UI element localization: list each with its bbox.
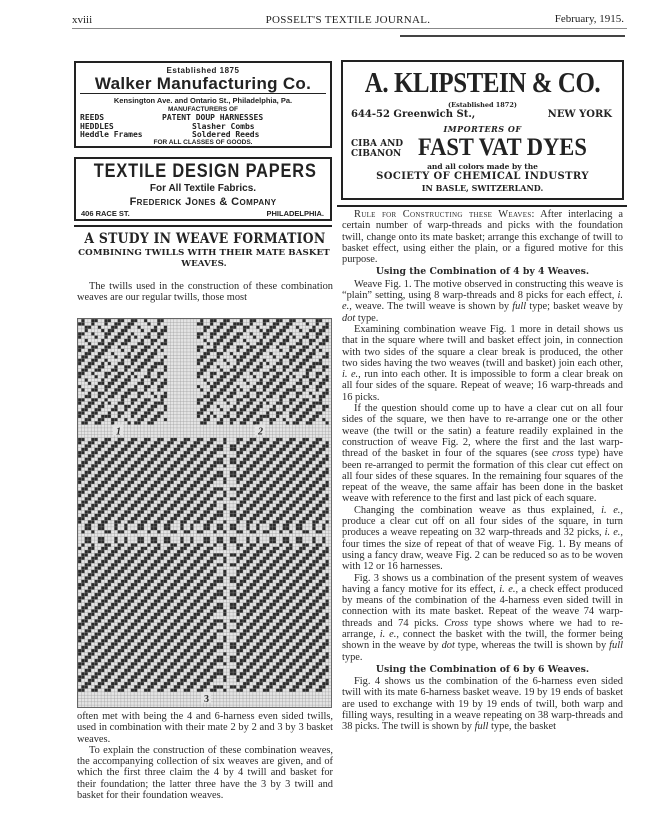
text: connect the basket with the twill, the former being shown in the weave by bbox=[342, 628, 624, 652]
klipstein-product: FAST VAT DYES bbox=[418, 134, 587, 161]
walker-products-left bbox=[80, 114, 143, 140]
section-heading-4x4: Using the Combination of 4 by 4 Weaves. bbox=[375, 266, 590, 278]
explain-paragraph: To explain the construction of these combination weaves, the accompanying collection of six weaves are given, and of which the first three claim the 4 by 4 twill and basket for their foundation; the latter three have the 3 by 3 twill and basket for their foundation weaves. bbox=[77, 744, 333, 802]
text: type shows where we had to re-arrange, bbox=[342, 617, 623, 640]
text: a check effect produced by means of the combination of the 4-harness even sided twill in connection with its mate basket. Repeat of the weave 74 warp-threads and 74 picks. bbox=[342, 583, 623, 629]
text: i. e., bbox=[379, 628, 399, 640]
walker-established: Established 1875 bbox=[166, 66, 240, 75]
jones-company: Frederick Jones & Company bbox=[129, 196, 277, 208]
klipstein-society: SOCIETY OF CHEMICAL INDUSTRY bbox=[376, 171, 589, 182]
text: run into each other. It is impossible to form a clear break on all four sides of the square. Repeat of weave; 16 warp-threads and 16 picks. bbox=[342, 369, 624, 403]
product-item: Slasher Combs bbox=[192, 121, 255, 131]
section-heading-6x6: Using the Combination of 6 by 6 Weaves. bbox=[375, 663, 590, 675]
paragraph-examining bbox=[342, 324, 623, 403]
text: four times the size of repeat of that of weave Fig. 1. By means of using a fancy draw, weave Fig. 2 can be reduced so as to be woven with 12 or 16 harnesses. bbox=[342, 538, 623, 573]
text: type. bbox=[342, 651, 363, 663]
paragraph-changing bbox=[342, 505, 623, 573]
intro-continuation: often met with being the 4 and 6-harness even sided twills, used in combination with their mate 2 by 2 and 3 by 3 basket weaves. bbox=[77, 711, 333, 745]
rule-label: Rule for Constructing these Weaves: bbox=[354, 209, 535, 220]
text: dot bbox=[342, 312, 356, 324]
running-header bbox=[72, 8, 624, 28]
paragraph-clear-cut bbox=[342, 403, 623, 505]
text: Examining combination weave Fig. 1 more in detail shows us that in the square where twill and basket effect join, in connection with two sides of the square a clear break is produced, the other two sides having the two weaves (twill and basket) join each other, bbox=[342, 323, 623, 369]
intro-paragraph: The twills used in the construction of these combination weaves are our regular twills, those most bbox=[77, 281, 333, 304]
ad-walker-manufacturing bbox=[74, 61, 332, 148]
walker-name: Walker Manufacturing Co. bbox=[80, 75, 326, 94]
text: Weave Fig. 1. The motive observed in constructing this weave is “plain” setting, using 8 warp-threads and 8 picks for each effect, bbox=[342, 278, 623, 302]
klipstein-address bbox=[343, 109, 622, 123]
klipstein-location: IN BASLE, SWITZERLAND. bbox=[421, 183, 544, 193]
product-item: HEDDLES bbox=[80, 121, 114, 131]
text: Changing the combination weave as thus explained, bbox=[354, 504, 602, 516]
text: full bbox=[512, 301, 527, 313]
paragraph-fig1 bbox=[342, 279, 623, 324]
rule-paragraph bbox=[342, 209, 623, 265]
klipstein-all-colors: and all colors made by the bbox=[427, 162, 538, 171]
paragraph-fig3 bbox=[342, 573, 623, 663]
article-subtitle: COMBINING TWILLS WITH THEIR MATE BASKET WEAVES. bbox=[78, 248, 330, 269]
klipstein-importers: IMPORTERS OF bbox=[443, 124, 522, 134]
text: produce a clear cut off on all four sides of the square, in turn produces a weave repeating on 32 warp-threads and 32 picks, bbox=[342, 516, 623, 539]
klipstein-ciba bbox=[351, 139, 403, 159]
text: If the question should come up to have a clear cut on all four sides of the square, we then have to re-arrange one or the other weave (the twill or the satin) a feature readily explained in the construction of weave Fig. 2, where the first and the last warp-thread of the basket in four of the squares (see bbox=[342, 403, 623, 460]
text: Fig. 4 shows us the combination of the 6-harness even sided twill with its mate 6-harness basket weave. 19 by 19 ends of basket are used to exchange with 19 by 19 ends of twill, both warp and filling ways, resulting in a weave repeating on 38 warp-threads and 38 picks. The twill is shown by bbox=[342, 676, 623, 733]
issue-date: February, 1915. bbox=[554, 13, 624, 25]
klipstein-street: 644-52 Greenwich St., bbox=[351, 109, 476, 120]
klipstein-vat-dyes bbox=[343, 134, 622, 164]
walker-products bbox=[76, 113, 330, 139]
text: cross bbox=[552, 448, 574, 460]
figure-label-2: 2 bbox=[258, 426, 263, 438]
jones-city: PHILADELPHIA. bbox=[266, 209, 324, 218]
text: type; basket weave by bbox=[526, 301, 624, 313]
header-rule-accent bbox=[400, 35, 625, 37]
text: full bbox=[609, 640, 623, 652]
text: Fig. 3 shows us a combination of the present system of weaves having a fancy motive for its effect, bbox=[342, 572, 623, 595]
text: type, the basket bbox=[488, 721, 556, 733]
figure-label-3: 3 bbox=[204, 693, 209, 705]
weave-diagram bbox=[78, 319, 331, 707]
article-intro bbox=[77, 281, 333, 304]
walker-manufacturers-of: MANUFACTURERS OF bbox=[167, 106, 239, 113]
ciba-line: CIBA AND bbox=[351, 139, 404, 149]
article-left-continued bbox=[77, 711, 333, 801]
section-rule-left bbox=[74, 225, 332, 227]
jones-address bbox=[76, 208, 330, 220]
text: i. e., bbox=[342, 290, 623, 313]
text: i. e., bbox=[499, 583, 519, 595]
figure-label-1: 1 bbox=[116, 426, 121, 438]
jones-street: 406 RACE ST. bbox=[81, 209, 130, 218]
article-title: A STUDY IN WEAVE FORMATION bbox=[84, 231, 326, 247]
journal-title: POSSELT'S TEXTILE JOURNAL. bbox=[265, 14, 431, 26]
jones-headline: TEXTILE DESIGN PAPERS bbox=[93, 161, 317, 182]
ad-frederick-jones bbox=[74, 157, 332, 221]
text: i. e., bbox=[604, 527, 624, 539]
rule-text: After interlacing a certain number of warp-threads and picks with the foundation twill, change onto its mate basket; arrange this exchange of twill to basket effect, using either the plain, or a figured motive for this purpose. bbox=[342, 209, 623, 266]
text: Cross bbox=[444, 617, 469, 629]
weave-figures bbox=[77, 318, 332, 708]
walker-footer: FOR ALL CLASSES OF GOODS. bbox=[153, 139, 253, 146]
klipstein-established: (Established 1872) bbox=[448, 101, 517, 109]
text: i. e., bbox=[601, 504, 623, 516]
paragraph-fig4 bbox=[342, 676, 623, 732]
klipstein-name: A. KLIPSTEIN & CO. bbox=[364, 67, 601, 99]
page-number: xviii bbox=[72, 14, 93, 26]
text: full bbox=[474, 721, 489, 733]
product-item: REEDS bbox=[80, 113, 105, 122]
cibanon-line: CIBANON bbox=[351, 149, 402, 159]
text: type, whereas the twill is shown by bbox=[454, 640, 610, 652]
section-rule-right bbox=[337, 205, 627, 207]
ad-klipstein bbox=[341, 60, 624, 200]
article-right-column bbox=[342, 209, 623, 733]
walker-address: Kensington Ave. and Ontario St., Philadelphia, Pa. bbox=[113, 96, 293, 105]
text: type. bbox=[355, 312, 379, 324]
klipstein-city: NEW YORK bbox=[547, 109, 612, 120]
product-item: Soldered Reeds bbox=[192, 130, 260, 139]
text: type) have been re-arranged to permit the formation of this clear cut effect on all four sides of these squares. In the remaining four squares of the repeat of the weave, the same affair has been done in the basket weave with reference to the first and last pick of each square. bbox=[342, 448, 623, 505]
text: dot bbox=[441, 640, 455, 652]
jones-tagline: For All Textile Fabrics. bbox=[149, 183, 257, 194]
product-item: PATENT DOUP HARNESSES bbox=[162, 113, 264, 122]
header-rule bbox=[72, 28, 627, 29]
product-item: Heddle Frames bbox=[80, 130, 143, 139]
walker-products-right bbox=[162, 114, 263, 140]
text: weave. The twill weave is shown by bbox=[351, 301, 513, 313]
text: i. e., bbox=[342, 369, 361, 381]
